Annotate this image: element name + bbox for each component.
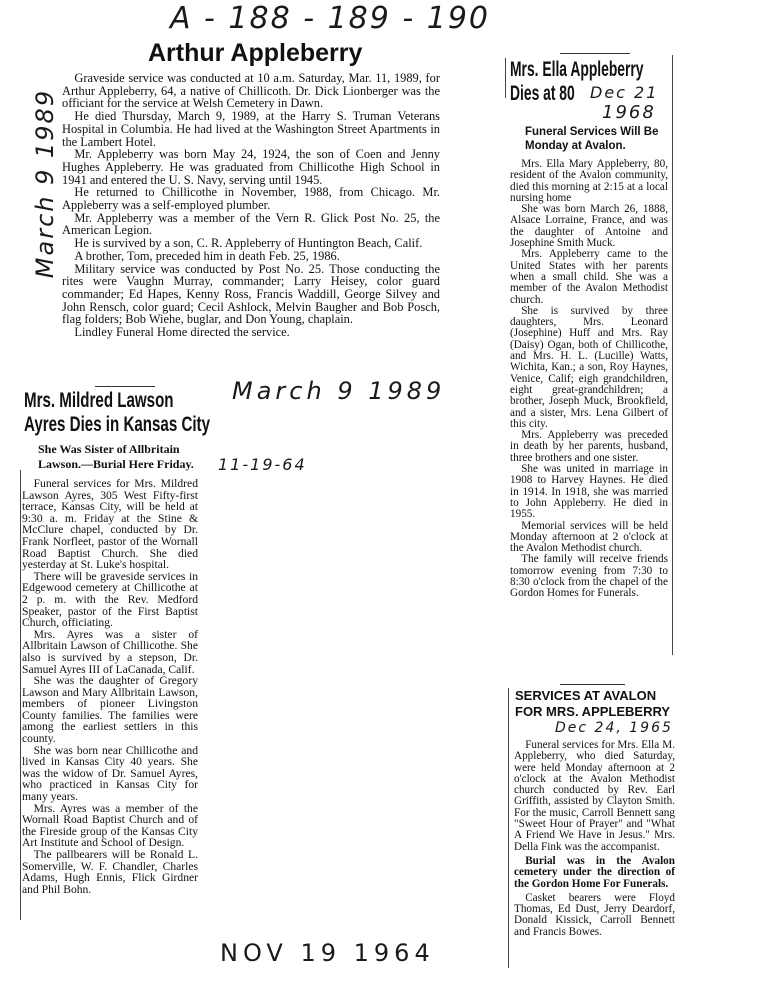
column-border	[508, 688, 509, 968]
column-border	[505, 58, 506, 98]
article-body	[22, 478, 198, 895]
paragraph: The family will receive friends tomorrow evening from 7:30 to 8:30 o'clock from the chapel of the Gordon Homes for Funerals.	[510, 553, 668, 600]
paragraph: Mrs. Ayres was a sister of Allbritain Lawson of Chillicothe. She also is survived by a stepson, Dr. Samuel Ayres III of LaCanada, Calif.	[22, 627, 198, 676]
divider	[560, 53, 630, 54]
paragraph: He returned to Chillicothe in November, 1988, from Chicago. Mr. Appleberry was a self-employed plumber.	[62, 185, 440, 213]
paragraph: The pallbearers will be Ronald L. Somerville, W. F. Chandler, Charles Adams, Hugh Ennis, Flick Girdner and Phil Bohn.	[22, 848, 198, 896]
article-body	[62, 72, 440, 339]
subhead-line-2: Lawson.—Burial Here Friday.	[38, 457, 194, 471]
headline: Arthur Appleberry	[148, 39, 363, 67]
paragraph: Mrs. Appleberry came to the United States with her parents when a small child. She was a member of the Avalon Methodist church.	[510, 248, 668, 306]
paragraph: A brother, Tom, preceded him in death Feb. 25, 1986.	[74, 248, 340, 263]
paragraph: She was born near Chillicothe and lived in Kansas City 40 years. She was the widow of Dr. Samuel Ayres, who practiced in Kansas City for many years.	[22, 743, 198, 804]
divider	[95, 386, 155, 387]
subhead-line-1: She Was Sister of Allbritain	[38, 442, 180, 456]
handwritten-date: Dec 24, 1965	[555, 720, 673, 736]
paragraph: Mr. Appleberry was a member of the Vern R. Glick Post No. 25, the American Legion.	[62, 210, 440, 238]
headline-line-1: Mrs. Ella Appleberry	[510, 58, 644, 81]
paragraph: She was born March 26, 1888, Alsace Lorraine, France, and was the daughter of Antoine and Josephine Smith Muck.	[510, 203, 668, 250]
handwritten-date: NOV 19 1964	[220, 939, 435, 967]
subhead-line-1: Funeral Services Will Be	[525, 126, 659, 138]
handwritten-reference: A - 188 - 189 - 190	[170, 1, 490, 36]
paragraph: Mrs. Ella Mary Appleberry, 80, resident of the Avalon community, died this morning at 2:15 at a local nursing home	[510, 158, 668, 204]
paragraph: She is survived by three daughters, Mrs. Leonard (Josephine) Huff and Mrs. Ray (Daisy) Ogan, both of Chillicothe, and Mrs. H. L. (Lucille) Watts, Wichita, Kan.; a son, Roy Haynes, Venice, Calif; eigh grandchildren, eight great-grandchildren; a brother, Joseph Muck, Brookfield, and a sister, Mrs. Lena Gilbert of this city.	[510, 304, 668, 430]
paragraph: She was the daughter of Gregory Lawson and Mary Allbritain Lawson, members of pioneer Livingston County families. The families were among the earliest settlers in this county.	[22, 674, 198, 746]
paragraph: Graveside service was conducted at 10 a.m. Saturday, Mar. 11, 1989, for Arthur Appleberry, 64, a native of Chillicoth. Dr. Dick Lionberger was the officiant for the service at Welsh Cemetery in Dawn.	[62, 71, 440, 111]
paragraph: Mr. Appleberry was born May 24, 1924, the son of Coen and Jenny Hughes Appleberry. He was graduated from Chillicothe High School in 1941 and entered the U. S. Navy, serving until 1945.	[62, 147, 440, 187]
headline-line-1: SERVICES AT AVALON	[515, 688, 657, 703]
paragraph: Mrs. Ayres was a member of the Wornall Road Baptist Church and of the Fireside group of the Kansas City Art Institute and School of Design.	[22, 801, 198, 850]
paragraph: There will be graveside services in Edgewood cemetery at Chillicothe at 2 p. m. with the Rev. Medford Speaker, pastor of the First Baptist Church, officiating.	[22, 569, 198, 630]
article-body	[510, 159, 668, 600]
paragraph: Casket bearers were Floyd Thomas, Ed Dust, Jerry Deardorf, Donald Kissick, Carroll Bennett and Francis Bowes.	[514, 891, 675, 938]
paragraph: Funeral services for Mrs. Ella M. Appleberry, who died Saturday, were held Monday afternoon at 2 o'clock at the Avalon Methodist church conducted by Rev. Earl Griffith, assisted by Clayton Smith. For the music, Carroll Bennett sang "Sweet Hour of Prayer" and "What A Friend We Have in Jesus." Mrs. Della Fink was the accompanist.	[514, 739, 675, 853]
column-border	[20, 470, 21, 920]
handwritten-date: Dec 21	[590, 83, 659, 102]
paragraph: Burial was in the Avalon cemetery under the direction of the Gordon Home For Funerals.	[514, 854, 675, 890]
headline-line-2: Ayres Dies in Kansas City	[24, 413, 211, 436]
headline-line-2: Dies at 80	[510, 82, 575, 105]
headline-line-2: FOR MRS. APPLEBERRY	[515, 704, 671, 719]
article-body	[514, 740, 675, 938]
handwritten-year: 1968	[602, 102, 656, 123]
handwritten-date: March 9 1989	[232, 377, 446, 405]
paragraph: Mrs. Appleberry was preceded in death by her parents, husband, three brothers and one sister.	[510, 429, 668, 464]
handwritten-side-date: March 9 1989	[30, 88, 59, 279]
paragraph: Funeral services for Mrs. Mildred Lawson Ayres, 305 West Fifty-first terrace, Kansas City, will be held at 9:30 a. m. Friday at the Stine & McClure chapel, conducted by Dr. Frank Norfleet, pastor of the Wornall Road Baptist Church. She died yesterday at St. Luke's hospital.	[22, 477, 198, 572]
column-border	[672, 55, 673, 655]
paragraph: Lindley Funeral Home directed the service.	[74, 325, 290, 340]
handwritten-date: 11-19-64	[218, 455, 307, 474]
paragraph: He died Thursday, March 9, 1989, at the Harry S. Truman Veterans Hospital in Columbia. He had lived at the Washington Street Apartments in the Lambert Hotel.	[62, 109, 440, 149]
headline-line-1: Mrs. Mildred Lawson	[24, 389, 174, 412]
paragraph: She was united in marriage in 1908 to Harvey Haynes. He died in 1914. In 1918, she was married to John Appleberry. He died in 1955.	[510, 463, 668, 521]
divider	[560, 684, 625, 685]
paragraph: He is survived by a son, C. R. Appleberry of Huntington Beach, Calif.	[74, 236, 423, 251]
paragraph: Memorial services will be held Monday afternoon at 2 o'clock at the Avalon Methodist church.	[510, 519, 668, 555]
subhead-line-2: Monday at Avalon.	[525, 140, 626, 152]
paragraph: Military service was conducted by Post No. 25. Those conducting the rites were Vaughn Murray, commander; Larry Heisey, color guard commander; Ed Hapes, Kenny Ross, Francis Waddill, George Silvey and John Rensch, color guard; Cecil Ashlock, Melvin Baugher and Bob Posch, flag folders; Bob Wiehe, buglar, and Don Young, chaplain.	[62, 261, 440, 327]
